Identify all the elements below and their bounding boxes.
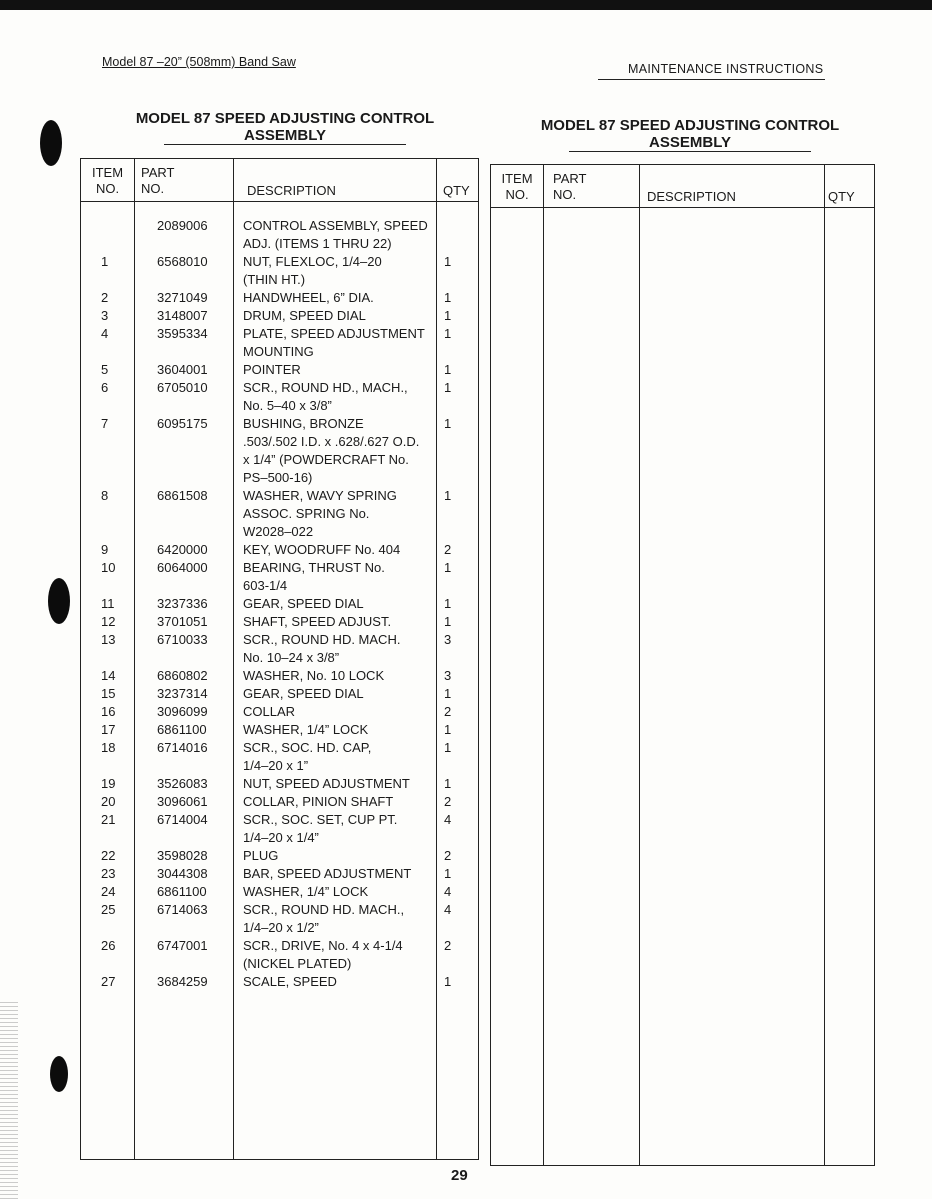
quantity: 1 — [444, 362, 452, 377]
table-row — [81, 487, 478, 541]
table-row — [81, 973, 478, 991]
quantity: 3 — [444, 668, 452, 683]
quantity: 1 — [444, 614, 452, 629]
item-no: 12 — [101, 614, 116, 629]
item-no: 1 — [101, 254, 109, 269]
description: SHAFT, SPEED ADJUST. — [243, 614, 392, 629]
right-table-title — [500, 117, 880, 152]
part-no: 6860802 — [157, 668, 208, 683]
part-no: 3271049 — [157, 290, 208, 305]
item-no: 2 — [101, 290, 109, 305]
description: BEARING, THRUST No. 603-1/4 — [243, 560, 385, 593]
description: SCR., SOC. SET, CUP PT. 1/4–20 x 1/4” — [243, 812, 398, 845]
page-number: 29 — [451, 1167, 468, 1184]
document-header-right: MAINTENANCE INSTRUCTIONS — [628, 62, 824, 76]
table-row — [81, 685, 478, 703]
part-no: 2089006 — [157, 218, 208, 233]
quantity: 1 — [444, 308, 452, 323]
quantity: 2 — [444, 848, 452, 863]
quantity: 1 — [444, 686, 452, 701]
item-no: 4 — [101, 326, 109, 341]
item-no: 26 — [101, 938, 116, 953]
description: NUT, FLEXLOC, 1/4–20 (THIN HT.) — [243, 254, 382, 287]
part-no: 6095175 — [157, 416, 208, 431]
part-no: 6714016 — [157, 740, 208, 755]
item-no: 23 — [101, 866, 116, 881]
table-row — [81, 325, 478, 361]
description: WASHER, No. 10 LOCK — [243, 668, 385, 683]
description: CONTROL ASSEMBLY, SPEED ADJ. (ITEMS 1 THRU 22) — [243, 218, 428, 251]
description: HANDWHEEL, 6” DIA. — [243, 290, 374, 305]
part-no: 6861100 — [157, 884, 207, 899]
table-row — [81, 595, 478, 613]
description: COLLAR, PINION SHAFT — [243, 794, 394, 809]
quantity: 1 — [444, 740, 452, 755]
table-row — [81, 253, 478, 289]
item-no: 9 — [101, 542, 109, 557]
table-row — [81, 613, 478, 631]
item-no: 19 — [101, 776, 116, 791]
quantity: 4 — [444, 902, 452, 917]
table-row — [81, 667, 478, 685]
right-col-item: ITEM NO. — [501, 171, 533, 202]
description: POINTER — [243, 362, 301, 377]
description: SCR., DRIVE, No. 4 x 4-1/4 (NICKEL PLATED) — [243, 938, 403, 971]
part-no: 3595334 — [157, 326, 208, 341]
description: SCR., ROUND HD. MACH., 1/4–20 x 1/2” — [243, 902, 405, 935]
description: SCR., SOC. HD. CAP, 1/4–20 x 1” — [243, 740, 372, 773]
description: GEAR, SPEED DIAL — [243, 596, 364, 611]
table-row — [81, 361, 478, 379]
part-no: 3684259 — [157, 974, 208, 989]
quantity: 1 — [444, 776, 452, 791]
part-no: 3096061 — [157, 794, 208, 809]
table-row — [81, 703, 478, 721]
quantity: 1 — [444, 974, 452, 989]
part-no: 6420000 — [157, 542, 208, 557]
description: SCR., ROUND HD. MACH. No. 10–24 x 3/8” — [243, 632, 401, 665]
right-parts-table — [490, 164, 875, 1166]
part-no: 6861508 — [157, 488, 208, 503]
item-no: 5 — [101, 362, 109, 377]
quantity: 1 — [444, 380, 452, 395]
table-row — [81, 289, 478, 307]
item-no: 24 — [101, 884, 116, 899]
quantity: 2 — [444, 704, 452, 719]
quantity: 4 — [444, 884, 452, 899]
item-no: 15 — [101, 686, 116, 701]
part-no: 6861100 — [157, 722, 207, 737]
table-row — [81, 847, 478, 865]
right-title-line2: ASSEMBLY — [569, 134, 811, 152]
item-no: 22 — [101, 848, 116, 863]
part-no: 3237314 — [157, 686, 208, 701]
table-row — [81, 217, 478, 253]
quantity: 1 — [444, 416, 452, 431]
right-col-desc: DESCRIPTION — [647, 189, 736, 204]
table-row — [81, 631, 478, 667]
description: BAR, SPEED ADJUSTMENT — [243, 866, 412, 881]
description: BUSHING, BRONZE .503/.502 I.D. x .628/.627 O.D. x 1/4” (POWDERCRAFT No. PS–500-16) — [243, 416, 420, 485]
part-no: 6714063 — [157, 902, 208, 917]
quantity: 1 — [444, 326, 452, 341]
description: SCALE, SPEED — [243, 974, 337, 989]
description: PLUG — [243, 848, 279, 863]
description: WASHER, WAVY SPRING ASSOC. SPRING No. W2028–022 — [243, 488, 397, 539]
item-no: 11 — [101, 596, 115, 611]
table-row — [81, 865, 478, 883]
table-row — [81, 379, 478, 415]
table-row — [81, 541, 478, 559]
left-table-title — [90, 110, 480, 145]
table-row — [81, 559, 478, 595]
item-no: 8 — [101, 488, 109, 503]
description: COLLAR — [243, 704, 296, 719]
description: KEY, WOODRUFF No. 404 — [243, 542, 401, 557]
quantity: 1 — [444, 290, 452, 305]
description: NUT, SPEED ADJUSTMENT — [243, 776, 410, 791]
table-row — [81, 739, 478, 775]
item-no: 13 — [101, 632, 116, 647]
item-no: 21 — [101, 812, 116, 827]
part-no: 6064000 — [157, 560, 208, 575]
description: WASHER, 1/4” LOCK — [243, 722, 369, 737]
item-no: 18 — [101, 740, 116, 755]
item-no: 16 — [101, 704, 116, 719]
quantity: 2 — [444, 794, 452, 809]
item-no: 14 — [101, 668, 116, 683]
left-col-qty: QTY — [443, 183, 470, 198]
item-no: 3 — [101, 308, 109, 323]
punch-hole-bottom — [50, 1056, 68, 1092]
document-header-left: Model 87 –20” (508mm) Band Saw — [102, 55, 296, 69]
description: PLATE, SPEED ADJUSTMENT MOUNTING — [243, 326, 425, 359]
part-no: 6710033 — [157, 632, 208, 647]
part-no: 6747001 — [157, 938, 208, 953]
left-parts-table — [80, 158, 479, 1160]
table-row — [81, 415, 478, 487]
quantity: 1 — [444, 722, 452, 737]
punch-hole-top — [40, 120, 62, 166]
part-no: 3604001 — [157, 362, 208, 377]
item-no: 7 — [101, 416, 109, 431]
item-no: 10 — [101, 560, 116, 575]
table-row — [81, 775, 478, 793]
part-no: 3237336 — [157, 596, 208, 611]
part-no: 3598028 — [157, 848, 208, 863]
right-title-line1: MODEL 87 SPEED ADJUSTING CONTROL — [540, 117, 840, 134]
scan-edge-noise — [0, 1000, 18, 1199]
table-row — [81, 901, 478, 937]
description: WASHER, 1/4” LOCK — [243, 884, 369, 899]
quantity: 1 — [444, 596, 452, 611]
description: DRUM, SPEED DIAL — [243, 308, 366, 323]
quantity: 1 — [444, 560, 452, 575]
quantity: 1 — [444, 254, 452, 269]
quantity: 4 — [444, 812, 452, 827]
left-col-part: PART NO. — [141, 165, 175, 196]
left-col-desc: DESCRIPTION — [247, 183, 336, 198]
table-row — [81, 721, 478, 739]
item-no: 20 — [101, 794, 116, 809]
part-no: 6705010 — [157, 380, 208, 395]
left-col-item: ITEM NO. — [91, 165, 124, 196]
table-row — [81, 793, 478, 811]
quantity: 2 — [444, 542, 452, 557]
left-title-line1: MODEL 87 SPEED ADJUSTING CONTROL — [135, 110, 435, 127]
part-no: 3148007 — [157, 308, 208, 323]
right-col-part: PART NO. — [553, 171, 587, 202]
quantity: 1 — [444, 866, 452, 881]
description: SCR., ROUND HD., MACH., No. 5–40 x 3/8” — [243, 380, 408, 413]
item-no: 25 — [101, 902, 116, 917]
part-no: 3096099 — [157, 704, 208, 719]
item-no: 17 — [101, 722, 116, 737]
part-no: 6714004 — [157, 812, 208, 827]
left-title-line2: ASSEMBLY — [164, 127, 406, 145]
part-no: 3701051 — [157, 614, 208, 629]
table-row — [81, 937, 478, 973]
table-row — [81, 307, 478, 325]
part-no: 6568010 — [157, 254, 208, 269]
item-no: 6 — [101, 380, 109, 395]
table-row — [81, 883, 478, 901]
part-no: 3526083 — [157, 776, 208, 791]
right-col-qty: QTY — [828, 189, 855, 204]
item-no: 27 — [101, 974, 116, 989]
quantity: 3 — [444, 632, 452, 647]
punch-hole-middle — [48, 578, 70, 624]
description: GEAR, SPEED DIAL — [243, 686, 364, 701]
table-row — [81, 811, 478, 847]
scan-top-edge — [0, 0, 932, 10]
part-no: 3044308 — [157, 866, 208, 881]
quantity: 2 — [444, 938, 452, 953]
quantity: 1 — [444, 488, 452, 503]
